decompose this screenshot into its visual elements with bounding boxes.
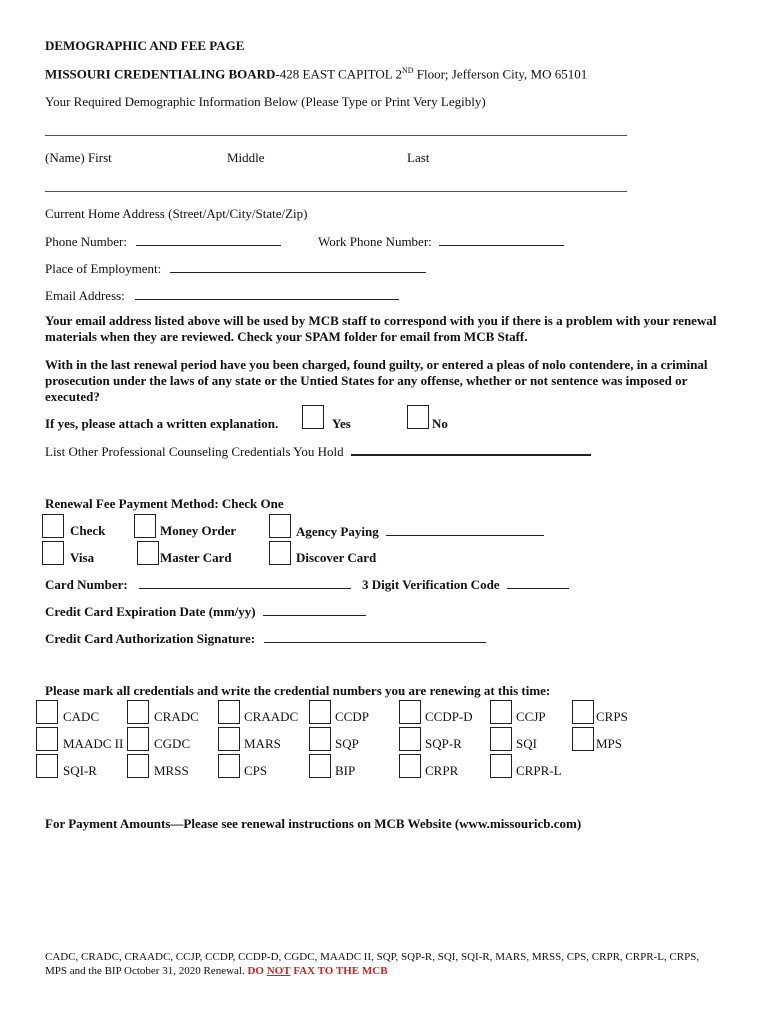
payment-amounts-note: For Payment Amounts—Please see renewal instructions on MCB Website (www.missouricb.com) — [45, 816, 582, 831]
credential-checkbox-mars[interactable] — [218, 727, 240, 751]
page-title: DEMOGRAPHIC AND FEE PAGE — [45, 38, 245, 53]
middle-name-label: Middle — [227, 150, 265, 165]
board-name: MISSOURI CREDENTIALING BOARD- — [45, 66, 280, 82]
mastercard-label: Master Card — [160, 550, 232, 565]
check-label: Check — [70, 523, 106, 538]
home-address-label: Current Home Address (Street/Apt/City/State/Zip) — [45, 206, 308, 221]
employment-label: Place of Employment: — [45, 261, 162, 276]
other-credentials-field[interactable] — [351, 442, 591, 456]
credential-label-cgdc: CGDC — [154, 736, 191, 751]
credential-label-maadc-ii: MAADC II — [63, 736, 124, 751]
credential-label-crpr: CRPR — [425, 763, 459, 778]
discover-checkbox[interactable] — [269, 541, 291, 565]
visa-checkbox[interactable] — [42, 541, 64, 565]
address-input-line[interactable] — [45, 191, 627, 192]
name-input-line[interactable] — [45, 135, 627, 136]
credential-checkbox-cgdc[interactable] — [127, 727, 149, 751]
discover-label: Discover Card — [296, 550, 377, 565]
footer-line-1: CADC, CRADC, CRAADC, CCJP, CCDP, CCDP-D, CGDC, MAADC II, SQP, SQP-R, SQI, SQI-R, MARS, MRSS, CPS, CRPR, CRPR-L, CRPS, — [45, 951, 700, 963]
attach-explanation-label: If yes, please attach a written explanation. — [45, 416, 279, 431]
no-checkbox[interactable] — [407, 405, 429, 429]
work-phone-field[interactable] — [439, 233, 564, 246]
email-label: Email Address: — [45, 288, 125, 303]
phone-row — [45, 233, 281, 250]
credential-label-ccdp-d: CCDP-D — [425, 709, 473, 724]
credential-label-sqp: SQP — [335, 736, 359, 751]
check-checkbox[interactable] — [42, 514, 64, 538]
footer-renewal-text: MPS and the BIP October 31, 2020 Renewal. — [45, 965, 245, 977]
other-credentials-label: List Other Professional Counseling Credentials You Hold — [45, 444, 344, 459]
fax-warning-fax: FAX TO THE MCB — [293, 965, 388, 977]
credential-checkbox-cadc[interactable] — [36, 700, 58, 724]
credential-checkbox-sqi[interactable] — [490, 727, 512, 751]
credential-label-bip: BIP — [335, 763, 356, 778]
criminal-question: With in the last renewal period have you been charged, found guilty, or entered a pleas of nolo contendere, in a criminal prosecution under the laws of any state or the Untied States for any offense, whether or not sentence was imposed or executed? — [45, 357, 708, 404]
credentials-heading: Please mark all credentials and write the credential numbers you are renewing at this time: — [45, 683, 551, 698]
credential-checkbox-sqi-r[interactable] — [36, 754, 58, 778]
instructions: Your Required Demographic Information Below (Please Type or Print Very Legibly) — [45, 94, 486, 109]
credential-label-cadc: CADC — [63, 709, 100, 724]
credential-checkbox-ccdp[interactable] — [309, 700, 331, 724]
credential-label-sqi: SQI — [516, 736, 537, 751]
board-address — [45, 63, 587, 82]
credential-checkbox-mps[interactable] — [572, 727, 594, 751]
credential-checkbox-ccjp[interactable] — [490, 700, 512, 724]
visa-label: Visa — [70, 550, 95, 565]
credential-label-ccdp: CCDP — [335, 709, 369, 724]
expiration-label: Credit Card Expiration Date (mm/yy) — [45, 604, 256, 619]
agency-paying-row — [296, 523, 544, 540]
credential-label-cradc: CRADC — [154, 709, 199, 724]
work-phone-row — [318, 233, 564, 250]
phone-field[interactable] — [136, 233, 281, 246]
credential-checkbox-crpr[interactable] — [399, 754, 421, 778]
phone-label: Phone Number: — [45, 234, 127, 249]
first-name-label: (Name) First — [45, 150, 112, 165]
agency-paying-checkbox[interactable] — [269, 514, 291, 538]
signature-field[interactable] — [264, 630, 486, 643]
address-superscript: ND — [401, 66, 414, 75]
credential-checkbox-cradc[interactable] — [127, 700, 149, 724]
address-street: 428 EAST CAPITOL 2 — [279, 66, 402, 82]
card-number-row — [45, 576, 351, 593]
address-city: Floor; Jefferson City, MO 65101 — [413, 66, 588, 82]
credential-checkbox-cps[interactable] — [218, 754, 240, 778]
verification-field[interactable] — [507, 576, 569, 589]
footer-line-2 — [45, 964, 388, 978]
money-order-checkbox[interactable] — [134, 514, 156, 538]
card-number-field[interactable] — [139, 576, 351, 589]
credential-label-mars: MARS — [244, 736, 281, 751]
credential-label-crps: CRPS — [596, 709, 628, 724]
verification-row — [362, 576, 569, 593]
credential-label-sqp-r: SQP-R — [425, 736, 462, 751]
payment-heading: Renewal Fee Payment Method: Check One — [45, 496, 284, 511]
credential-label-mrss: MRSS — [154, 763, 189, 778]
agency-paying-label: Agency Paying — [296, 524, 379, 539]
credential-checkbox-crpr-l[interactable] — [490, 754, 512, 778]
yes-checkbox[interactable] — [302, 405, 324, 429]
credential-checkbox-craadc[interactable] — [218, 700, 240, 724]
email-row — [45, 287, 399, 304]
card-number-label: Card Number: — [45, 577, 128, 592]
money-order-label: Money Order — [160, 523, 237, 538]
credential-checkbox-bip[interactable] — [309, 754, 331, 778]
signature-label: Credit Card Authorization Signature: — [45, 631, 256, 646]
mastercard-checkbox[interactable] — [137, 541, 159, 565]
other-credentials-row — [45, 442, 591, 460]
expiration-row — [45, 603, 366, 620]
credential-checkbox-sqp-r[interactable] — [399, 727, 421, 751]
work-phone-label: Work Phone Number: — [318, 234, 432, 249]
employment-row — [45, 260, 426, 277]
verification-label: 3 Digit Verification Code — [362, 577, 500, 592]
email-notice: Your email address listed above will be used by MCB staff to correspond with you if there is a problem with your renewal materials when they are reviewed. Check your SPAM folder for email from MCB Staff. — [45, 313, 717, 344]
credential-checkbox-sqp[interactable] — [309, 727, 331, 751]
expiration-field[interactable] — [263, 603, 366, 616]
last-name-label: Last — [407, 150, 430, 165]
credential-checkbox-maadc-ii[interactable] — [36, 727, 58, 751]
credential-label-mps: MPS — [596, 736, 623, 751]
no-label: No — [432, 416, 448, 431]
credential-label-crpr-l: CRPR-L — [516, 763, 562, 778]
signature-row — [45, 630, 486, 647]
fax-warning-not: NOT — [266, 965, 291, 977]
credential-checkbox-mrss[interactable] — [127, 754, 149, 778]
employment-field[interactable] — [170, 260, 426, 273]
credential-checkbox-ccdp-d[interactable] — [399, 700, 421, 724]
agency-paying-field[interactable] — [386, 523, 544, 536]
credential-label-sqi-r: SQI-R — [63, 763, 97, 778]
yes-label: Yes — [332, 416, 351, 431]
credential-label-craadc: CRAADC — [244, 709, 299, 724]
credential-label-cps: CPS — [244, 763, 268, 778]
credential-checkbox-crps[interactable] — [572, 700, 594, 724]
email-field[interactable] — [135, 287, 399, 300]
fax-warning-do: DO — [247, 965, 264, 977]
credential-label-ccjp: CCJP — [516, 709, 546, 724]
